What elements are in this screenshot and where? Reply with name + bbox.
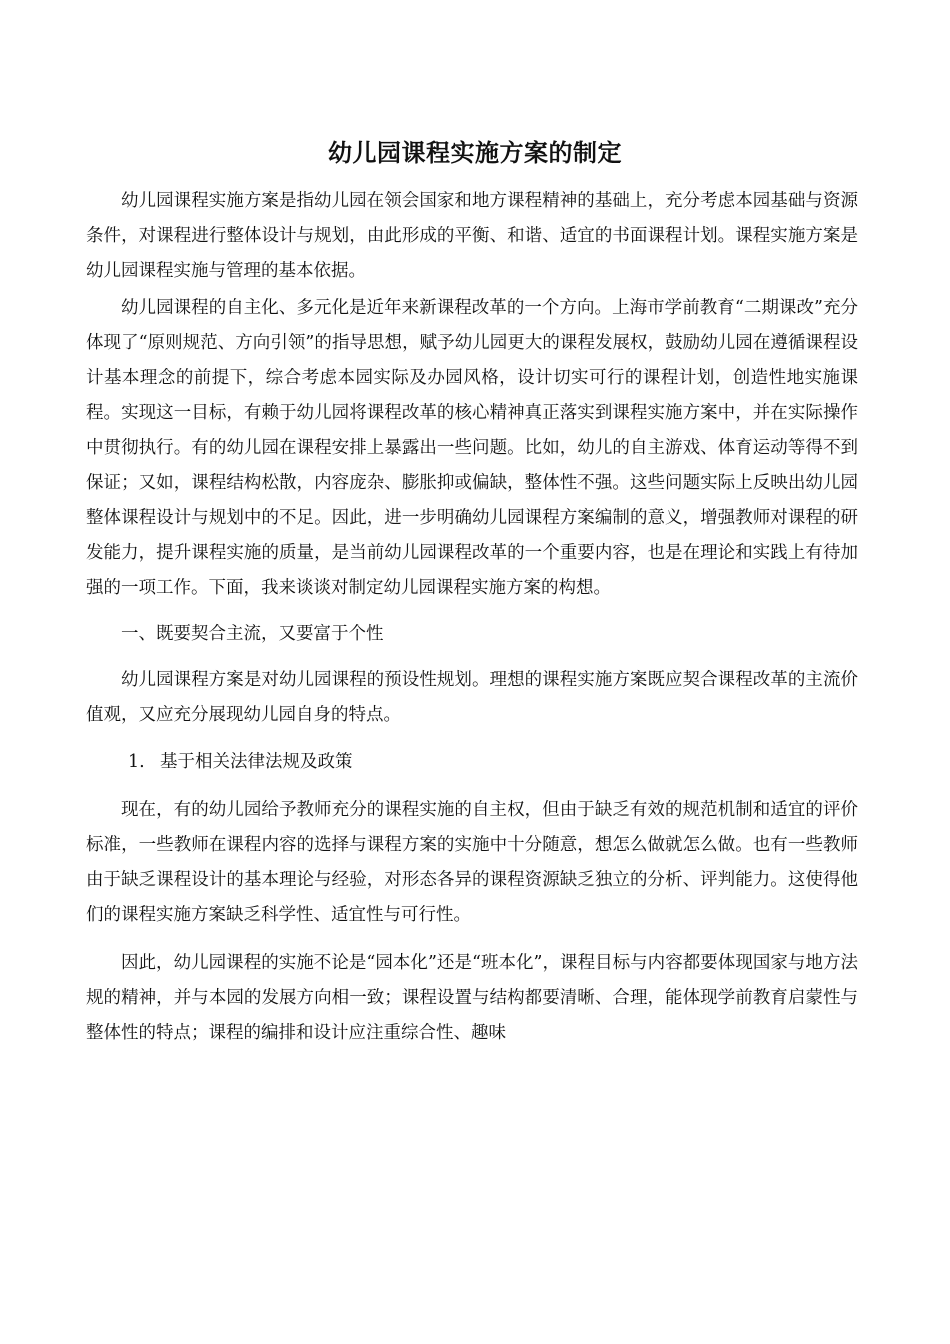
paragraph-current-situation: 现在，有的幼儿园给予教师充分的课程实施的自主权，但由于缺乏有效的规范机制和适宜的评价标准，一些教师在课程内容的选择与课程方案的实施中十分随意，想怎么做就怎么做。也有一些教师由于缺乏课程设计的基本理论与经验，对形态各异的课程资源缺乏独立的分析、评判能力。这使得他们的课程实施方案缺乏科学性、适宜性与可行性。 [86, 800, 858, 925]
paragraph-background: 幼儿园课程的自主化、多元化是近年来新课程改革的一个方向。上海市学前教育“二期课改”充分体现了“原则规范、方向引领”的指导思想，赋予幼儿园更大的课程发展权，鼓励幼儿园在遵循课程设计基本理念的前提下，综合考虑本园实际及办园风格，设计切实可行的课程计划，创造性地实施课程。实现这一目标，有赖于幼儿园将课程改革的核心精神真正落实到课程实施方案中，并在实际操作中贯彻执行。有的幼儿园在课程安排上暴露出一些问题。比如，幼儿的自主游戏、体育运动等得不到保证；又如，课程结构松散，内容庞杂、膨胀抑或偏缺，整体性不强。这些问题实际上反映出幼儿园整体课程设计与规划中的不足。因此，进一步明确幼儿园课程方案编制的意义，增强教师对课程的研发能力，提升课程实施的质量，是当前幼儿园课程改革的一个重要内容，也是在理论和实践上有待加强的一项工作。下面，我来谈谈对制定幼儿园课程实施方案的构想。 [86, 298, 858, 598]
paragraph-section-intro: 幼儿园课程方案是对幼儿园课程的预设性规划。理想的课程实施方案既应契合课程改革的主流价值观，又应充分展现幼儿园自身的特点。 [86, 670, 858, 725]
page-title: 幼儿园课程实施方案的制定 [328, 138, 622, 168]
subsection-heading-text: 基于相关法律法规及政策 [160, 752, 353, 772]
paragraph-conclusion: 因此，幼儿园课程的实施不论是“园本化”还是“班本化”，课程目标与内容都要体现国家与地方法规的精神，并与本园的发展方向相一致；课程设置与结构都要清晰、合理，能体现学前教育启蒙性与整体性的特点；课程的编排和设计应注重综合性、趣味 [86, 953, 858, 1043]
paragraph-intro: 幼儿园课程实施方案是指幼儿园在领会国家和地方课程精神的基础上，充分考虑本园基础与资源条件，对课程进行整体设计与规划，由此形成的平衡、和谐、适宜的书面课程计划。课程实施方案是幼儿园课程实施与管理的基本依据。 [86, 191, 858, 281]
section-heading: 一、既要契合主流，又要富于个性 [121, 624, 384, 644]
subsection-heading [86, 745, 858, 780]
subsection-number: 1. [128, 752, 145, 772]
document-body [86, 184, 858, 1063]
